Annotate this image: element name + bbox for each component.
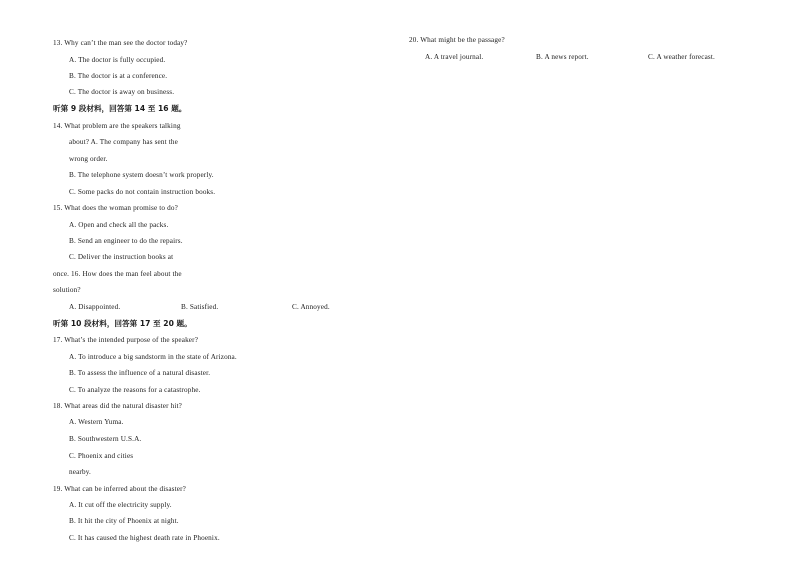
q17-option-c: C. To analyze the reasons for a catastrophe.	[69, 386, 201, 394]
q18-option-a: A. Western Yuma.	[69, 418, 124, 426]
q15-option-c: C. Deliver the instruction books at	[69, 253, 174, 261]
section-9-heading: 听第 9 段材料，回答第 14 至 16 题。	[53, 104, 187, 113]
q16-option-b: B. Satisfied.	[181, 303, 219, 311]
q15-question: 15. What does the woman promise to do?	[53, 204, 178, 212]
q19-option-b: B. It hit the city of Phoenix at night.	[69, 517, 179, 525]
q16-option-a: A. Disappointed.	[69, 303, 121, 311]
q17-option-a: A. To introduce a big sandstorm in the state of Arizona.	[69, 353, 237, 361]
q15-option-b: B. Send an engineer to do the repairs.	[69, 237, 183, 245]
q17-option-b: B. To assess the influence of a natural disaster.	[69, 369, 211, 377]
q20-option-b: B. A news report.	[536, 53, 589, 61]
q19-question: 19. What can be inferred about the disaster?	[53, 485, 186, 493]
q17-question: 17. What’s the intended purpose of the speaker?	[53, 336, 199, 344]
q14-question-line-1: 14. What problem are the speakers talking	[53, 122, 181, 130]
q18-option-b: B. Southwestern U.S.A.	[69, 435, 142, 443]
q13-option-c: C. The doctor is away on business.	[69, 88, 175, 96]
section-10-heading: 听第 10 段材料，回答第 17 至 20 题。	[53, 319, 192, 328]
q18-option-c: C. Phoenix and cities	[69, 452, 134, 460]
q15-option-a: A. Open and check all the packs.	[69, 221, 169, 229]
q14-option-b: B. The telephone system doesn’t work properly.	[69, 171, 214, 179]
q19-option-a: A. It cut off the electricity supply.	[69, 501, 172, 509]
q13-option-b: B. The doctor is at a conference.	[69, 72, 168, 80]
q20-option-a: A. A travel journal.	[425, 53, 484, 61]
q13-question: 13. Why can’t the man see the doctor today?	[53, 39, 188, 47]
q19-option-c: C. It has caused the highest death rate in Phoenix.	[69, 534, 220, 542]
q14-option-c: C. Some packs do not contain instruction books.	[69, 188, 216, 196]
q18-option-c-continued: nearby.	[69, 468, 91, 476]
q13-option-a: A. The doctor is fully occupied.	[69, 56, 166, 64]
q14-question-line-3: wrong order.	[69, 155, 108, 163]
q16-question-line-1: once. 16. How does the man feel about the	[53, 270, 182, 278]
q16-option-c: C. Annoyed.	[292, 303, 330, 311]
q20-question: 20. What might be the passage?	[409, 36, 505, 44]
q18-question: 18. What areas did the natural disaster hit?	[53, 402, 183, 410]
q20-option-c: C. A weather forecast.	[648, 53, 715, 61]
q14-question-line-2: about? A. The company has sent the	[69, 138, 178, 146]
q16-question-line-2: solution?	[53, 286, 81, 294]
